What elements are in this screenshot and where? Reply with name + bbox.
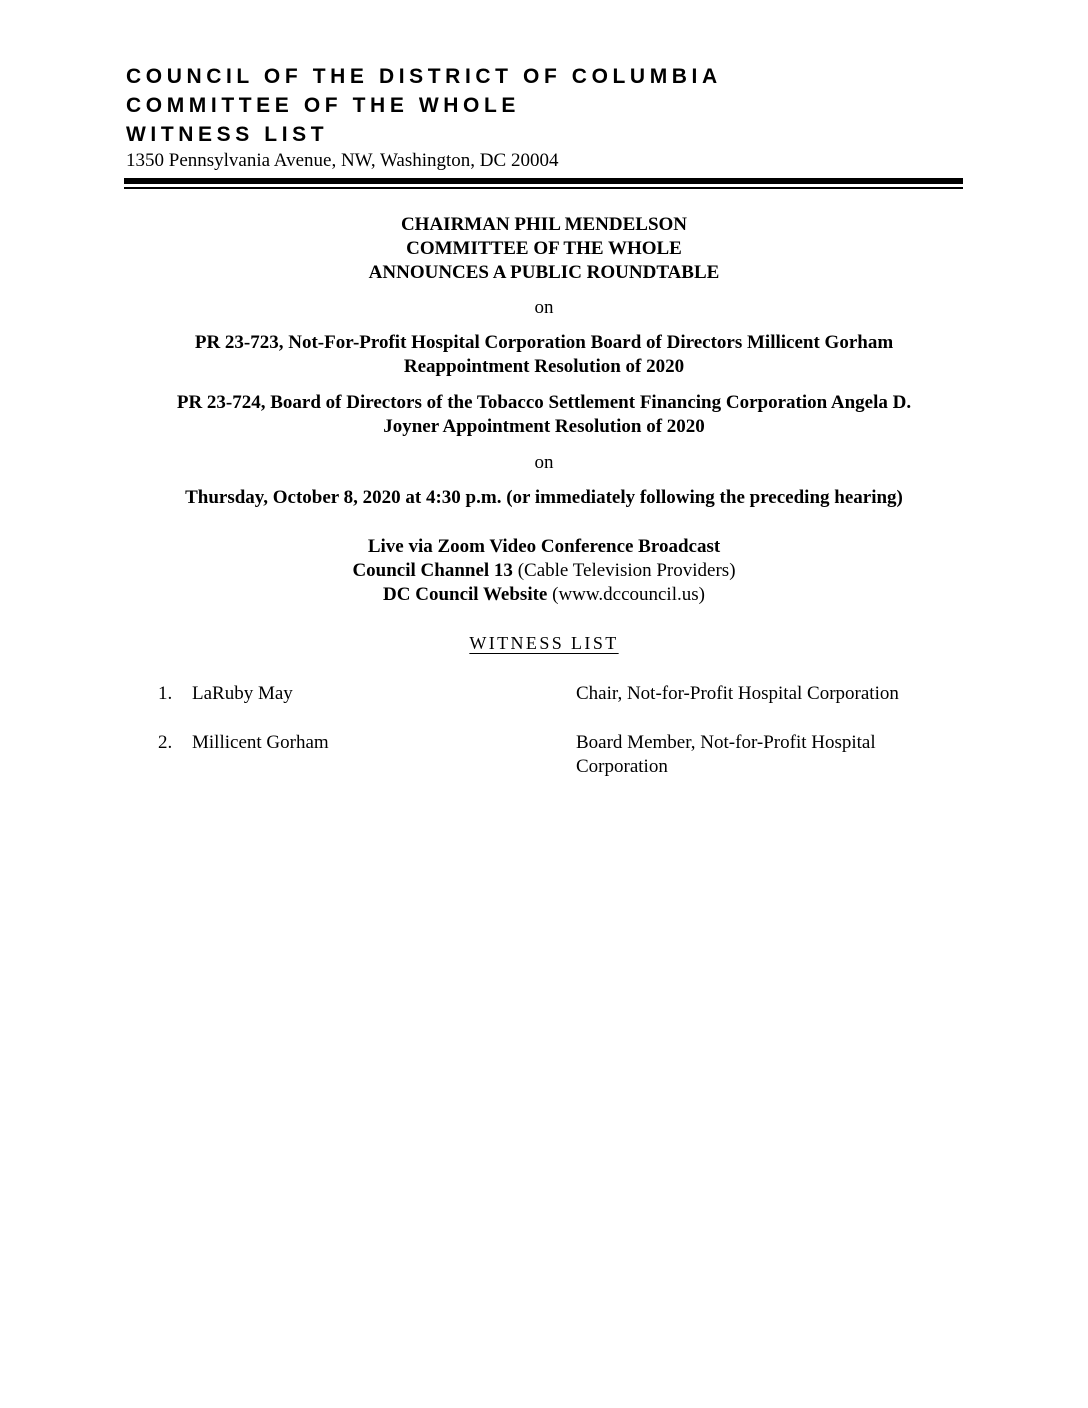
witness-title-line: Board Member, Not-for-Profit Hospital xyxy=(576,732,876,753)
witness-number: 1. xyxy=(158,683,173,704)
witness-name: Millicent Gorham xyxy=(192,732,329,753)
resolution-1-line-2: Reappointment Resolution of 2020 xyxy=(403,356,685,377)
channel-name: Council Channel 13 xyxy=(352,560,513,581)
council-name: COUNCIL OF THE DISTRICT OF COLUMBIA xyxy=(126,65,722,88)
hearing-datetime: Thursday, October 8, 2020 at 4:30 p.m. (or immediately following the preceding hearing) xyxy=(185,487,903,508)
website-name: DC Council Website xyxy=(383,584,548,605)
broadcast-channel xyxy=(100,559,988,583)
witness-title-line: Corporation xyxy=(576,756,668,777)
resolution-2-line-2: Joyner Appointment Resolution of 2020 xyxy=(383,416,705,437)
witness-title-line: Chair, Not-for-Profit Hospital Corporation xyxy=(576,683,899,704)
letterhead xyxy=(126,62,964,172)
witness-title xyxy=(576,682,956,706)
broadcast-zoom: Live via Zoom Video Conference Broadcast xyxy=(367,536,721,557)
resolution-1-line-1: PR 23-723, Not-For-Profit Hospital Corporation Board of Directors Millicent Gorham xyxy=(194,332,894,353)
announces-line: ANNOUNCES A PUBLIC ROUNDTABLE xyxy=(368,262,720,283)
council-address: 1350 Pennsylvania Avenue, NW, Washington, DC 20004 xyxy=(126,150,559,171)
witness-title xyxy=(576,731,956,779)
on-connector-2: on xyxy=(534,452,554,473)
header-divider-thick xyxy=(124,178,963,184)
on-connector-1: on xyxy=(534,297,554,318)
broadcast-website xyxy=(100,583,988,607)
header-divider-thin xyxy=(124,187,963,189)
resolution-2-line-1: PR 23-724, Board of Directors of the Tobacco Settlement Financing Corporation Angela D. xyxy=(176,392,912,413)
committee-name: COMMITTEE OF THE WHOLE xyxy=(126,94,521,117)
committee-line: COMMITTEE OF THE WHOLE xyxy=(406,238,682,259)
document-type: WITNESS LIST xyxy=(126,123,329,146)
announcement-header xyxy=(100,213,988,285)
broadcast-info xyxy=(100,535,988,607)
channel-detail: (Cable Television Providers) xyxy=(512,560,736,581)
witness-number: 2. xyxy=(158,732,173,753)
witness-list-heading: WITNESS LIST xyxy=(469,633,619,653)
resolution-1 xyxy=(100,331,988,379)
resolution-2 xyxy=(100,391,988,439)
website-url: (www.dccouncil.us) xyxy=(547,584,705,605)
chairman-line: CHAIRMAN PHIL MENDELSON xyxy=(400,214,688,235)
witness-name: LaRuby May xyxy=(192,683,293,704)
